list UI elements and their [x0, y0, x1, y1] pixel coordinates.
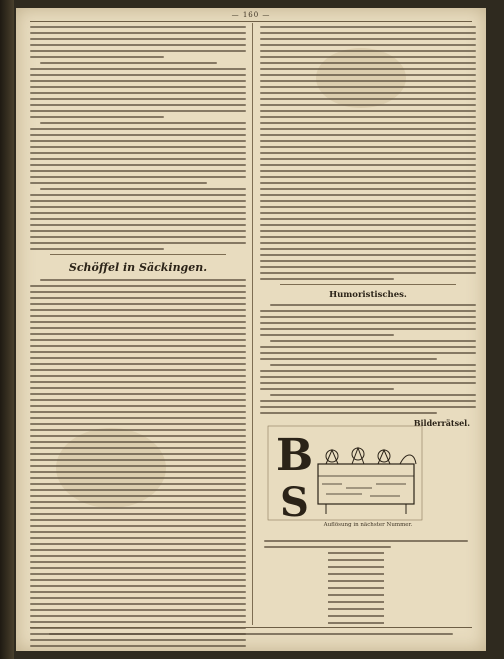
section-rule: [50, 254, 226, 255]
left-article-body: [30, 279, 246, 651]
left-article-top: [30, 26, 246, 250]
puzzle-caption: Auflösung in nächster Nummer.: [323, 522, 413, 528]
section-title: Schöffel in Säckingen.: [68, 261, 208, 274]
page-binding: [0, 0, 14, 659]
humor-title: Humoristisches.: [329, 290, 407, 300]
picture-puzzle: [260, 418, 476, 532]
solution-answer-list: [328, 552, 476, 624]
puzzle-title: Bilderrätsel.: [413, 418, 470, 428]
right-article-top: [260, 26, 476, 280]
svg-text:S: S: [280, 479, 309, 522]
imprint-footer: [16, 631, 486, 635]
newspaper-page: [16, 8, 486, 651]
humor-body: [260, 304, 476, 414]
puzzle-illustration: [266, 424, 424, 522]
svg-text:B: B: [276, 430, 314, 481]
left-column: [30, 26, 246, 651]
section-rule: [280, 284, 456, 285]
header-rule: [30, 21, 472, 22]
page-number: — 160 —: [231, 11, 271, 19]
right-column: [260, 26, 476, 629]
column-divider: [252, 23, 253, 625]
footer-rule: [30, 627, 472, 628]
solution-heading: [264, 540, 476, 548]
